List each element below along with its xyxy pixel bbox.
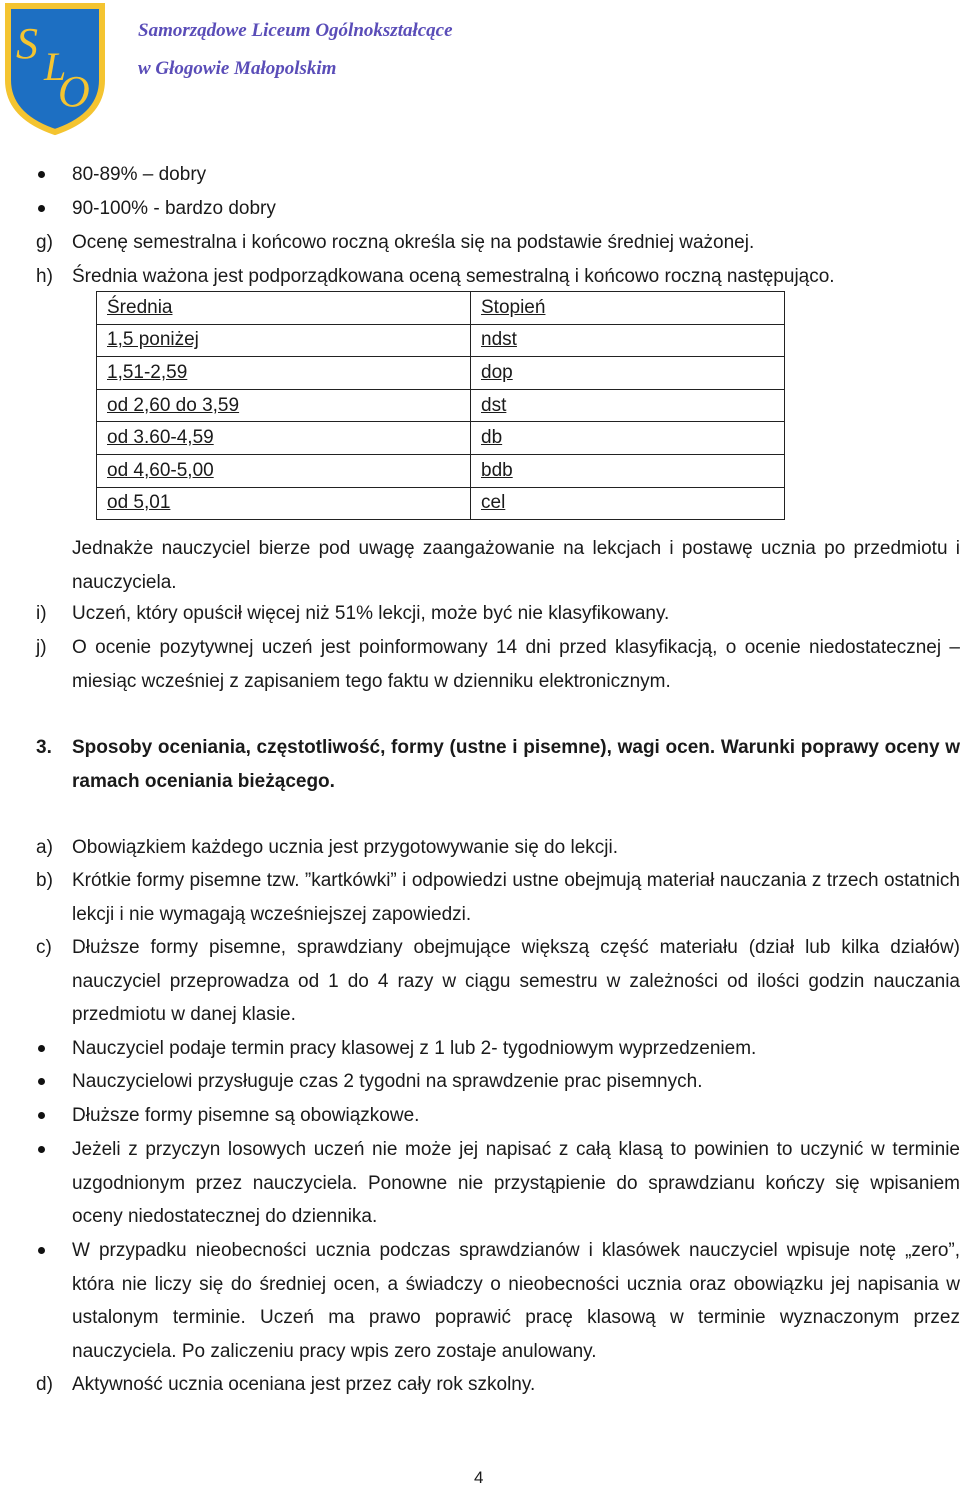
- table-row: [97, 422, 785, 455]
- item-b-marker: b): [36, 870, 53, 891]
- list-item: 80-89% – dobry: [72, 164, 207, 185]
- bullet-icon: [38, 205, 45, 212]
- bullet-icon: [38, 1112, 45, 1119]
- item-d-marker: d): [36, 1374, 53, 1395]
- table-row: [97, 389, 785, 422]
- svg-text:L: L: [44, 44, 67, 89]
- list-item: Nauczyciel podaje termin pracy klasowej z 1 lub 2- tygodniowym wyprzedzeniem.: [72, 1038, 757, 1059]
- table-row: [97, 357, 785, 390]
- cell-average: od 5,01: [97, 487, 471, 520]
- table-row: [97, 454, 785, 487]
- item-c-marker: c): [36, 937, 52, 958]
- section-3-marker: 3.: [36, 737, 52, 758]
- item-d-text: Aktywność ucznia oceniana jest przez cały rok szkolny.: [72, 1374, 536, 1395]
- cell-average: od 2,60 do 3,59: [97, 389, 471, 422]
- grades-table: [96, 291, 785, 520]
- list-item: Nauczycielowi przysługuje czas 2 tygodni na sprawdzenie prac pisemnych.: [72, 1071, 703, 1092]
- item-j-marker: j): [36, 637, 47, 658]
- list-item: 90-100% - bardzo dobry: [72, 198, 276, 219]
- section-3-title: Sposoby oceniania, częstotliwość, formy (ustne i pisemne), wagi ocen. Warunki poprawy oceny w ramach oceniania bieżącego.: [72, 737, 960, 792]
- list-item: W przypadku nieobecności ucznia podczas sprawdzianów i klasówek nauczyciel wpisuje notę „zero”, która nie liczy się do średniej ocen, a świadczy o nieobecności ucznia oraz obowiązku jej napisania w ustalonym terminie. Uczeń ma prawo poprawić pracę klasową w terminie wyznaczonym przez nauczyciela. Po zaliczeniu pracy wpis zero zostaje anulowany.: [72, 1240, 960, 1362]
- cell-grade: ndst: [471, 324, 785, 357]
- table-row: [97, 324, 785, 357]
- list-item: Dłuższe formy pisemne są obowiązkowe.: [72, 1105, 420, 1126]
- item-g-text: Ocenę semestralna i końcowo roczną określa się na podstawie średniej ważonej.: [72, 232, 755, 253]
- page-number: 4: [474, 1468, 484, 1487]
- school-name-line1: Samorządowe Liceum Ogólnokształcące: [138, 20, 453, 41]
- bullet-icon: [38, 171, 45, 178]
- bullet-icon: [38, 1146, 45, 1153]
- item-i-text: Uczeń, który opuścił więcej niż 51% lekcji, może być nie klasyfikowany.: [72, 603, 670, 624]
- item-h-text: Średnia ważona jest podporządkowana oceną semestralną i końcowo roczną następująco.: [72, 266, 835, 287]
- page-header: [0, 0, 960, 140]
- cell-grade: dst: [471, 389, 785, 422]
- item-g-marker: g): [36, 232, 53, 253]
- header-grade: Stopień: [471, 292, 785, 325]
- bullet-icon: [38, 1247, 45, 1254]
- bullet-icon: [38, 1078, 45, 1085]
- cell-grade: dop: [471, 357, 785, 390]
- cell-grade: bdb: [471, 454, 785, 487]
- cell-grade: cel: [471, 487, 785, 520]
- item-c-text: Dłuższe formy pisemne, sprawdziany obejmujące większą część materiału (dział lub kilka działów) nauczyciel przeprowadza od 1 do 4 razy w ciągu semestru w zależności od ilości godzin nauczania przedmiotu w danej klasie.: [72, 937, 960, 1025]
- bullet-icon: [38, 1045, 45, 1052]
- school-logo: [2, 0, 110, 136]
- item-h-marker: h): [36, 266, 53, 287]
- cell-average: 1,5 poniżej: [97, 324, 471, 357]
- svg-text:S: S: [16, 19, 38, 68]
- svg-text:O: O: [58, 67, 90, 116]
- header-average: Średnia: [97, 292, 471, 325]
- cell-average: od 4,60-5,00: [97, 454, 471, 487]
- cell-grade: db: [471, 422, 785, 455]
- school-name-line2: w Głogowie Małopolskim: [138, 58, 337, 79]
- table-header-row: [97, 292, 785, 325]
- item-a-text: Obowiązkiem każdego ucznia jest przygotowywanie się do lekcji.: [72, 837, 618, 858]
- item-i-marker: i): [36, 603, 47, 624]
- cell-average: 1,51-2,59: [97, 357, 471, 390]
- item-b-text: Krótkie formy pisemne tzw. ”kartkówki” i odpowiedzi ustne obejmują materiał nauczania z trzech ostatnich lekcji i nie wymagają wcześniejszej zapowiedzi.: [72, 870, 960, 925]
- cell-average: od 3.60-4,59: [97, 422, 471, 455]
- list-item: Jeżeli z przyczyn losowych uczeń nie może jej napisać z całą klasą to powinien to uczynić w terminie uzgodnionym przez nauczyciela. Ponowne nie przystąpienie do sprawdzianu kończy się wpisaniem oceny niedostatecznej do dziennika.: [72, 1139, 960, 1227]
- note-after-table: Jednakże nauczyciel bierze pod uwagę zaangażowanie na lekcjach i postawę ucznia po przedmiotu i nauczyciela.: [72, 538, 960, 593]
- item-j-text: O ocenie pozytywnej uczeń jest poinformowany 14 dni przed klasyfikacją, o ocenie niedostatecznej – miesiąc wcześniej z zapisaniem tego faktu w dzienniku elektronicznym.: [72, 637, 960, 692]
- table-row: [97, 487, 785, 520]
- item-a-marker: a): [36, 837, 53, 858]
